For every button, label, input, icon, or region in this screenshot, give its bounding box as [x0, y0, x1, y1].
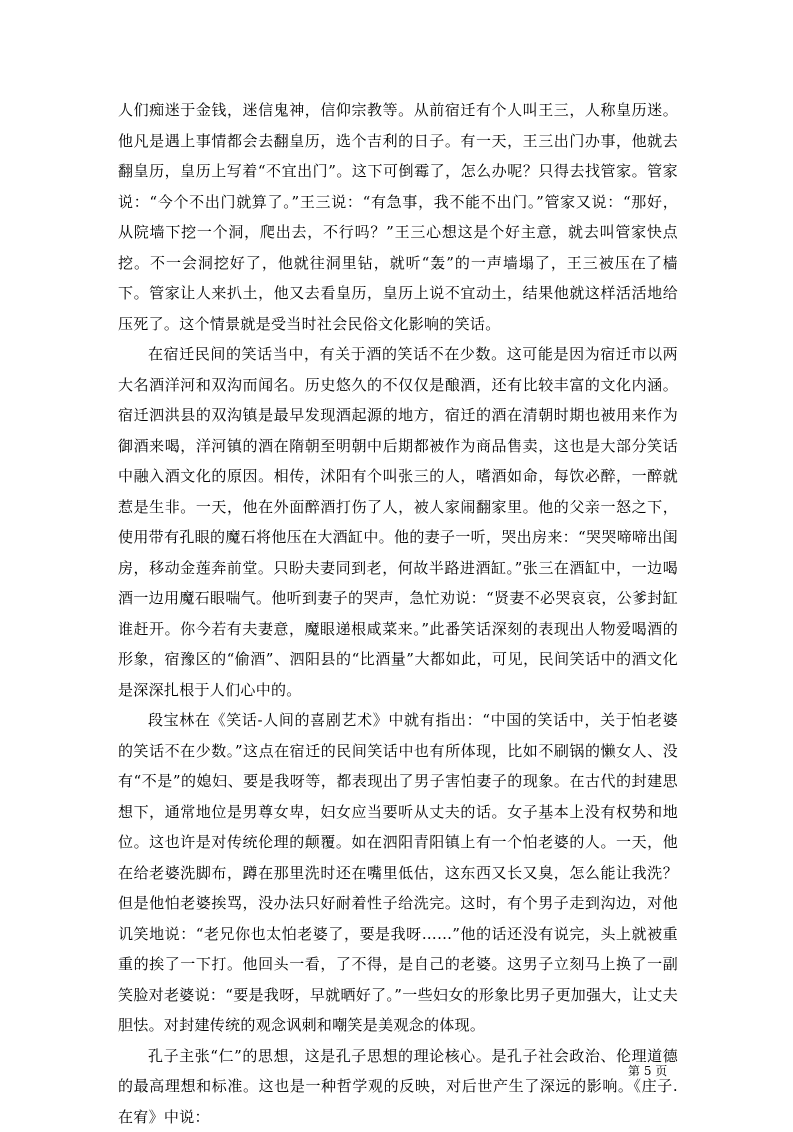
paragraph: 孔子主张“仁”的思想，这是孔子思想的理论核心。是孔子社会政治、伦理道德的最高理想和标准。这也是一种哲学观的反映，对后世产生了深远的影响。《庄子.在宥》中说： — [118, 1041, 678, 1132]
paragraph: 段宝林在《笑话-人间的喜剧艺术》中就有指出：“中国的笑话中，关于怕老婆的笑话不在少数。”这点在宿迁的民间笑话中也有所体现，比如不刷锅的懒女人、没有“不是”的媳妇、要是我呀等，都表现出了男子害怕妻子的现象。在古代的封建思想下，通常地位是男尊女卑，妇女应当要听从丈夫的话。女子基本上没有权势和地位。这也许是对传统伦理的颠覆。如在泗阳青阳镇上有一个怕老婆的人。一天，他在给老婆洗脚布，蹲在那里洗时还在嘴里低估，这东西又长又臭，怎么能让我洗？但是他怕老婆挨骂，没办法只好耐着性子给洗完。这时，有个男子走到沟边，对他讥笑地说：“老兄你也太怕老婆了，要是我呀……”他的话还没有说完，头上就被重重的挨了一下打。他回头一看，了不得，是自己的老婆。这男子立刻马上换了一副笑脸对老婆说：“要是我呀，早就晒好了。”一些妇女的形象比男子更加强大，让丈夫胆怯。对封建传统的观念讽刺和嘲笑是美观念的体现。 — [118, 705, 678, 1041]
page-number: 第 5 页 — [628, 1064, 688, 1078]
body-text — [118, 95, 678, 1132]
paragraph: 在宿迁民间的笑话当中，有关于酒的笑话不在少数。这可能是因为宿迁市以两大名酒洋河和双沟而闻名。历史悠久的不仅仅是酿酒，还有比较丰富的文化内涵。宿迁泗洪县的双沟镇是最早发现酒起源的地方，宿迁的酒在清朝时期也被用来作为御酒来喝，洋河镇的酒在隋朝至明朝中后期都被作为商品售卖，这也是大部分笑话中融入酒文化的原因。相传，沭阳有个叫张三的人，嗜酒如命，每饮必醉，一醉就惹是生非。一天，他在外面醉酒打伤了人，被人家闹翻家里。他的父亲一怒之下，使用带有孔眼的魔石将他压在大酒缸中。他的妻子一听，哭出房来：“哭哭啼啼出闺房，移动金莲奔前堂。只盼夫妻同到老，何故半路进酒缸。”张三在酒缸中，一边喝酒一边用魔石眼喘气。他听到妻子的哭声，急忙劝说：“贤妻不必哭哀哀，公爹封缸谁赶开。你今若有夫妻意，魔眼递根咸菜来。”此番笑话深刻的表现出人物爱喝酒的形象，宿豫区的“偷酒”、泗阳县的“比酒量”大都如此，可见，民间笑话中的酒文化是深深扎根于人们心中的。 — [118, 339, 678, 705]
paragraph: 人们痴迷于金钱，迷信鬼神，信仰宗教等。从前宿迁有个人叫王三，人称皇历迷。他凡是遇上事情都会去翻皇历，选个吉利的日子。有一天，王三出门办事，他就去翻皇历，皇历上写着“不宜出门”。这下可倒霉了，怎么办呢？只得去找管家。管家说：“今个不出门就算了。”王三说：“有急事，我不能不出门。”管家又说：“那好，从院墙下挖一个洞，爬出去，不行吗？”王三心想这是个好主意，就去叫管家快点挖。不一会洞挖好了，他就往洞里钻，就听“轰”的一声墙塌了，王三被压在了樯下。管家让人来扒土，他又去看皇历，皇历上说不宜动土，结果他就这样活活地给压死了。这个情景就是受当时社会民俗文化影响的笑话。 — [118, 95, 678, 339]
